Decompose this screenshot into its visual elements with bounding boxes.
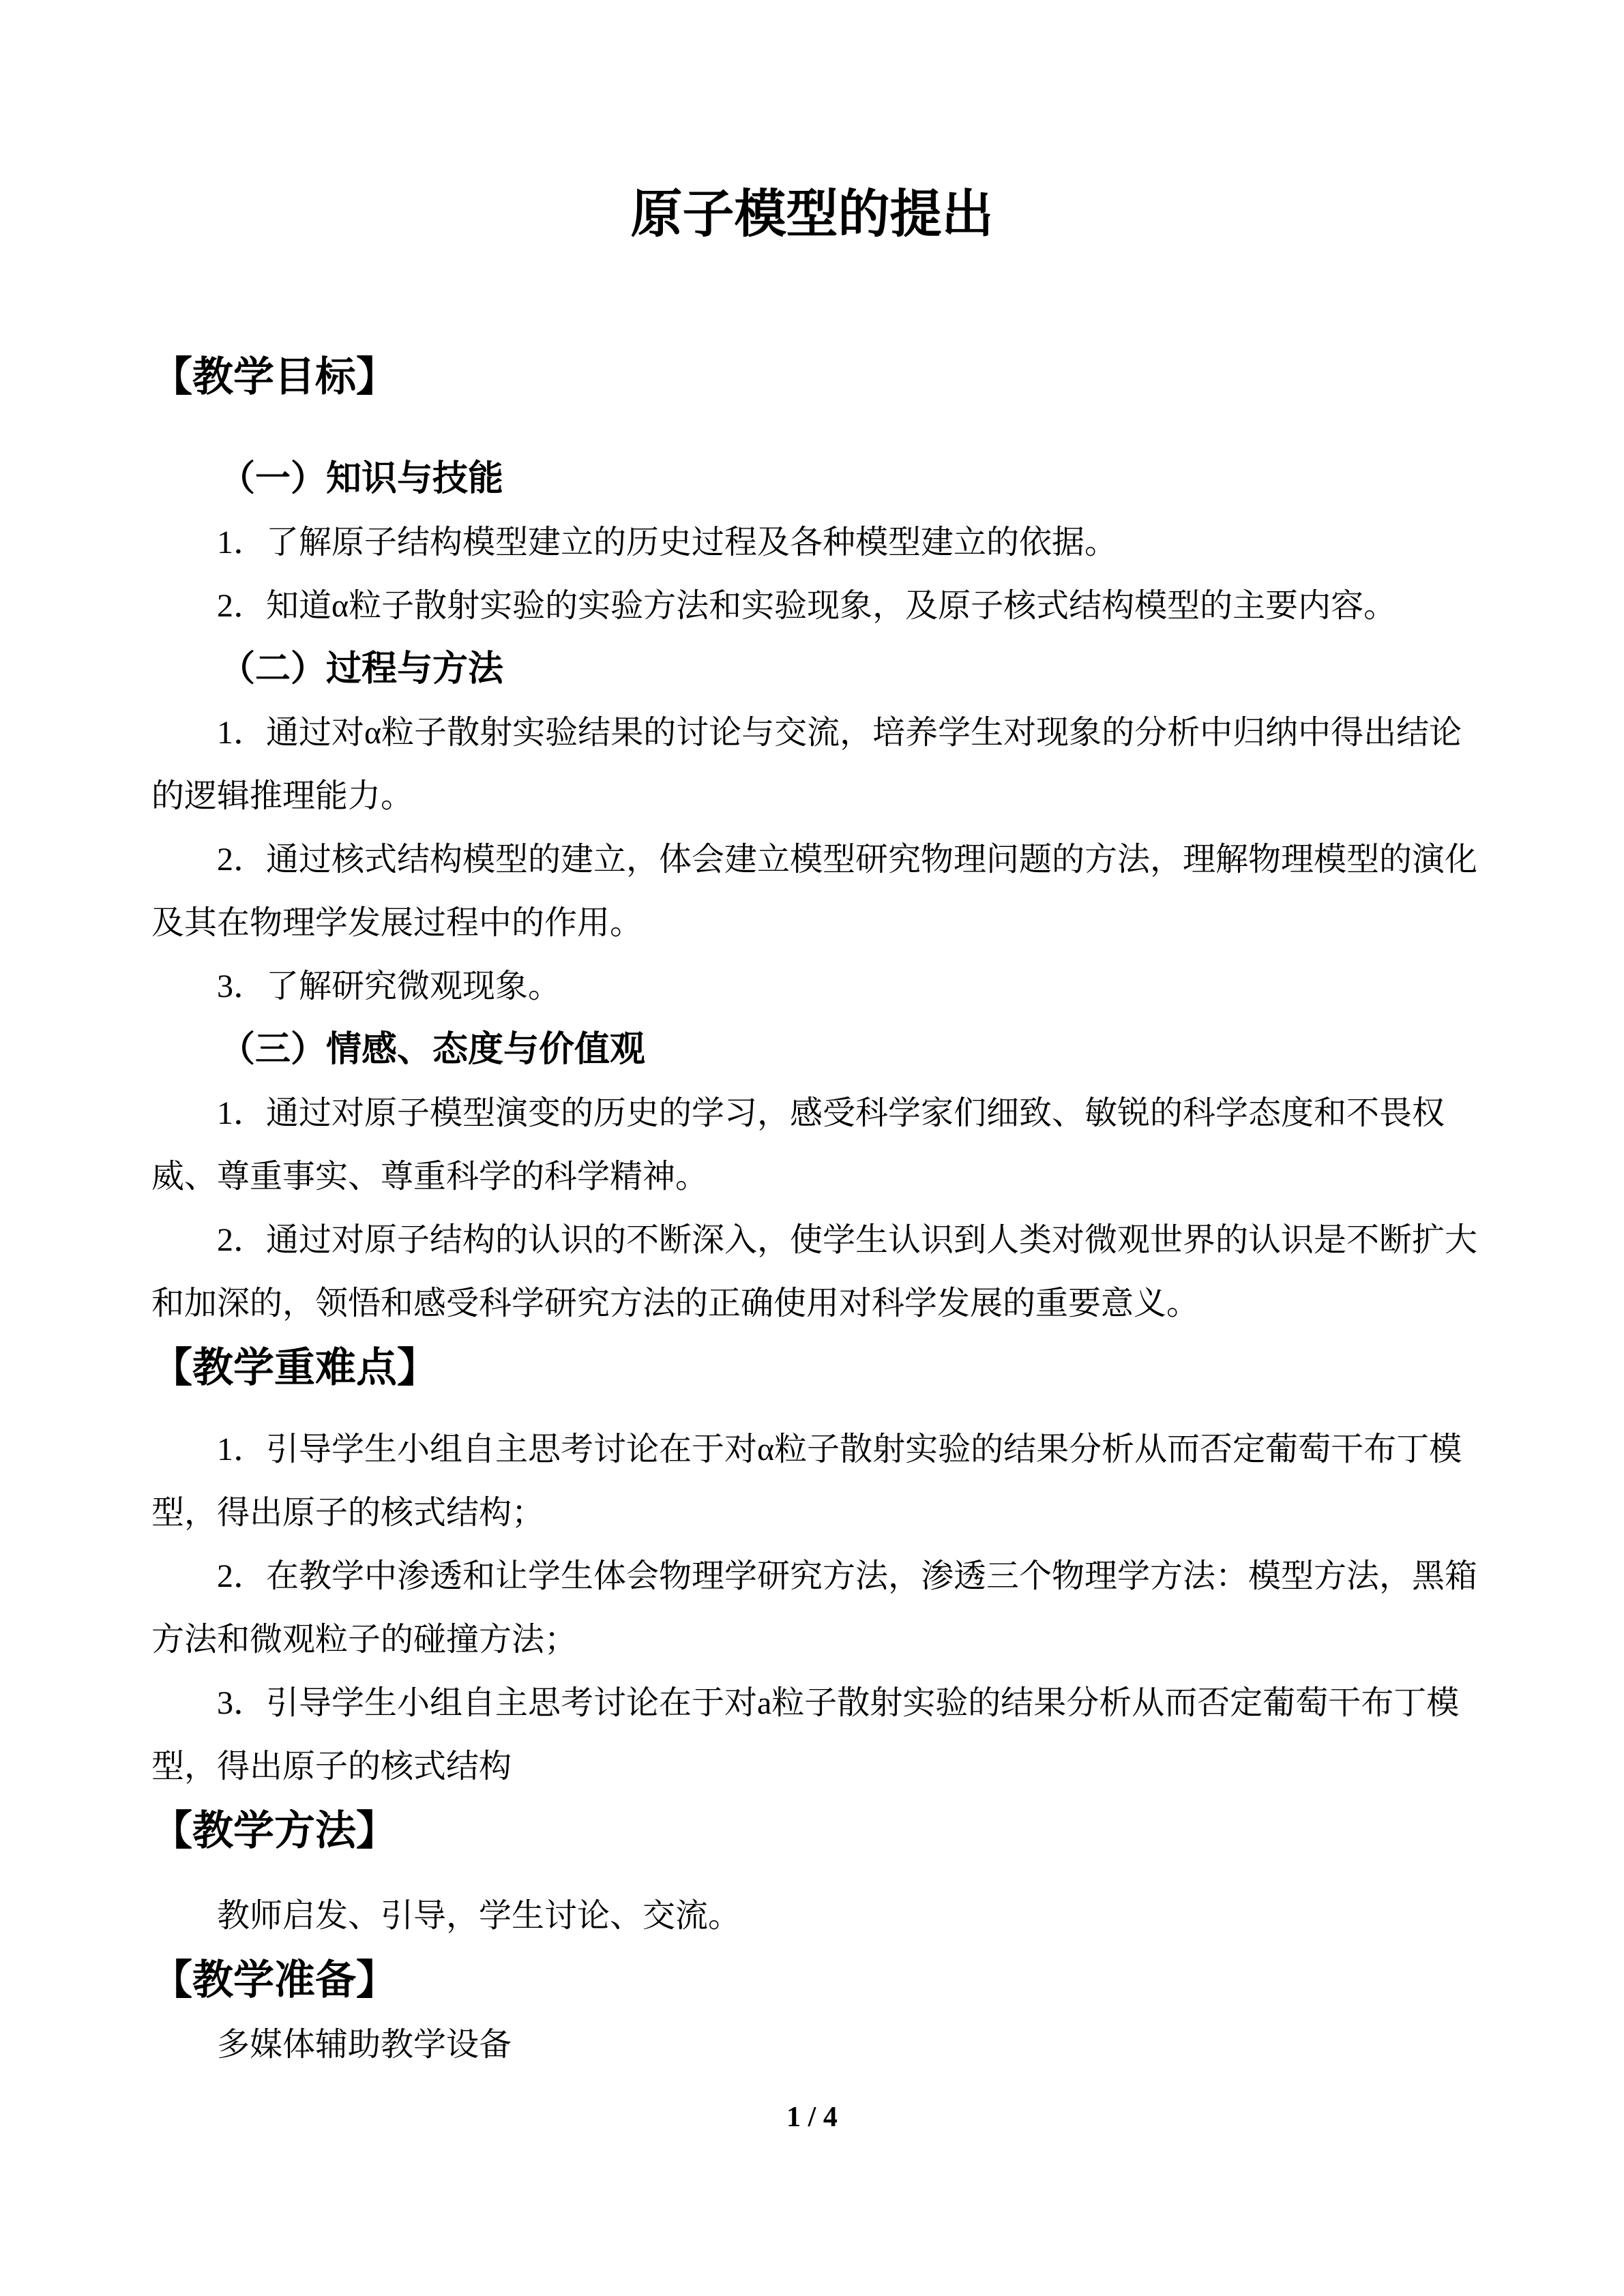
document-title: 原子模型的提出 — [630, 186, 994, 243]
paragraph-line: 3．引导学生小组自主思考讨论在于对a粒子散射实验的结果分析从而否定葡萄干布丁模 — [217, 1685, 1460, 1721]
paragraph — [151, 701, 1473, 828]
paragraph — [151, 1545, 1478, 1671]
section-heading-teaching-preparation: 【教学准备】 — [151, 1958, 397, 2003]
paragraph-line: 2．在教学中渗透和让学生体会物理学研究方法，渗透三个物理学方法：模型方法，黑箱 — [217, 1558, 1478, 1594]
paragraph — [151, 1671, 1473, 1798]
paragraph-line: 及其在物理学发展过程中的作用。 — [151, 905, 643, 941]
subsection-heading-knowledge-skills: （一）知识与技能 — [220, 460, 504, 498]
paragraph-line: 1．了解原子结构模型建立的历史过程及各种模型建立的依据。 — [217, 524, 1118, 561]
paragraph-line: 2．知道α粒子散射实验的实验方法和实验现象，及原子核式结构模型的主要内容。 — [217, 588, 1397, 624]
paragraph — [151, 2013, 1473, 2076]
paragraph — [151, 1208, 1478, 1335]
paragraph-line: 1．通过对原子模型演变的历史的学习，感受科学家们细致、敏锐的科学态度和不畏权 — [217, 1095, 1445, 1131]
section-heading-teaching-methods: 【教学方法】 — [151, 1808, 397, 1853]
paragraph-line: 3．了解研究微观现象。 — [217, 968, 561, 1004]
paragraph — [151, 828, 1478, 955]
paragraph-line: 2．通过对原子结构的认识的不断深入，使学生认识到人类对微观世界的认识是不断扩大 — [217, 1222, 1478, 1258]
paragraph — [151, 1082, 1473, 1208]
page-number: 1 / 4 — [786, 2102, 838, 2133]
paragraph-line: 方法和微观粒子的碰撞方法； — [151, 1622, 578, 1658]
subsection-heading-emotion-attitude-values: （三）情感、态度与价值观 — [220, 1030, 646, 1069]
section-heading-objectives: 【教学目标】 — [151, 355, 397, 400]
paragraph — [151, 574, 1473, 638]
paragraph-line: 1．引导学生小组自主思考讨论在于对α粒子散射实验的结果分析从而否定葡萄干布丁模 — [217, 1431, 1462, 1467]
subsection-heading-process-methods: （二）过程与方法 — [220, 650, 504, 689]
paragraph-line: 和加深的，领悟和感受科学研究方法的正确使用对科学发展的重要意义。 — [151, 1285, 1200, 1322]
paragraph-line: 教师启发、引导，学生讨论、交流。 — [217, 1898, 741, 1934]
paragraph — [151, 511, 1473, 574]
paragraph-line: 多媒体辅助教学设备 — [217, 2027, 512, 2063]
paragraph — [151, 955, 1473, 1018]
paragraph — [151, 1418, 1473, 1545]
paragraph-line: 1．通过对α粒子散射实验结果的讨论与交流，培养学生对现象的分析中归纳中得出结论 — [217, 715, 1462, 751]
paragraph-line: 的逻辑推理能力。 — [151, 778, 414, 814]
paragraph-line: 型，得出原子的核式结构； — [151, 1495, 545, 1531]
paragraph — [151, 1884, 1473, 1948]
paragraph-line: 型，得出原子的核式结构 — [151, 1748, 512, 1785]
paragraph-line: 威、尊重事实、尊重科学的科学精神。 — [151, 1159, 709, 1195]
section-heading-key-points: 【教学重难点】 — [151, 1345, 438, 1390]
paragraph-line: 2．通过核式结构模型的建立，体会建立模型研究物理问题的方法，理解物理模型的演化 — [217, 841, 1478, 878]
